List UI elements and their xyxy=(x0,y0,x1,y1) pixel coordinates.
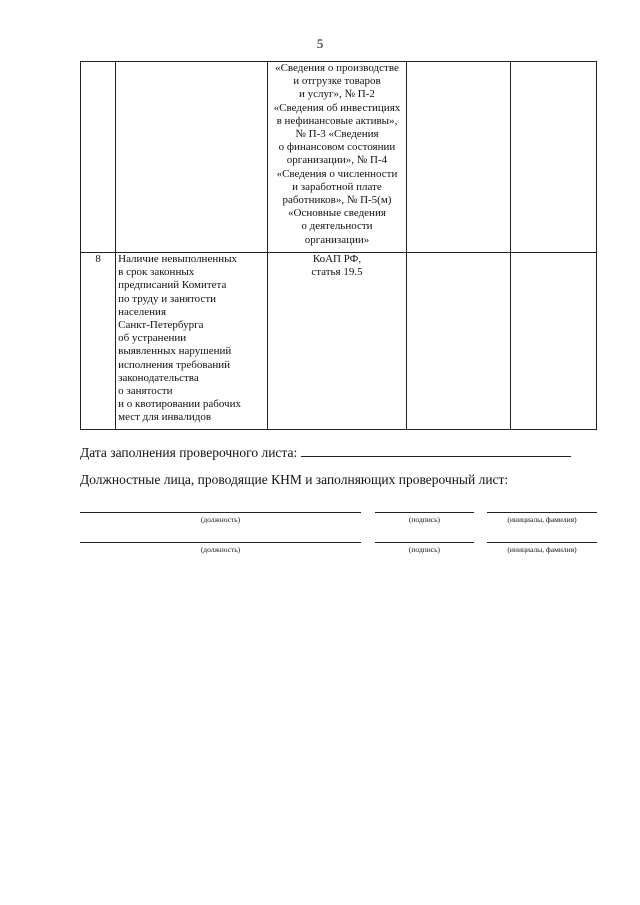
position-field[interactable] xyxy=(80,512,361,513)
table-row xyxy=(81,62,597,253)
requirement-line: в срок законных xyxy=(118,266,195,279)
legal-basis-cell xyxy=(267,253,407,430)
fill-date-field[interactable] xyxy=(301,445,571,457)
fill-date-row xyxy=(80,445,571,461)
position-caption: (должность) xyxy=(200,545,241,554)
requirement-cell xyxy=(116,62,268,253)
fill-date-label: Дата заполнения проверочного листа: xyxy=(80,445,298,460)
requirement-line: мест для инвалидов xyxy=(118,411,212,424)
legal-basis-line: и услуг», № П-2 xyxy=(299,88,375,101)
legal-basis-line: статья 19.5 xyxy=(311,266,363,279)
legal-basis-cell xyxy=(267,62,407,253)
name-field[interactable] xyxy=(487,542,597,543)
legal-basis-line: организации», № П-4 xyxy=(286,154,388,167)
requirement-line: об устранении xyxy=(118,332,187,345)
answer-cell[interactable] xyxy=(407,253,510,430)
page-number: 5 xyxy=(316,36,324,51)
requirement-line: о занятости xyxy=(118,385,173,398)
name-caption: (инициалы, фамилия) xyxy=(507,545,577,554)
requirement-line: и о квотировании рабочих xyxy=(118,398,241,411)
requirement-line: предписаний Комитета xyxy=(118,279,227,292)
row-number-cell xyxy=(81,62,116,253)
position-caption: (должность) xyxy=(200,515,241,524)
requirement-line: Наличие невыполненных xyxy=(118,253,237,265)
signature-field[interactable] xyxy=(375,542,474,543)
legal-basis-line: «Основные сведения xyxy=(288,207,386,220)
note-cell[interactable] xyxy=(510,253,596,430)
requirement-line: по труду и занятости xyxy=(118,292,217,305)
requirement-line: Санкт-Петербурга xyxy=(118,319,204,332)
name-field[interactable] xyxy=(487,512,597,513)
officials-label: Должностные лица, проводящие КНМ и заполняющих проверочный лист: xyxy=(80,472,509,487)
legal-basis-line: № П-3 «Сведения xyxy=(295,128,379,141)
requirement-line: законодательства xyxy=(118,371,199,384)
position-field[interactable] xyxy=(80,542,361,543)
legal-basis-line: КоАП РФ, xyxy=(312,253,362,265)
table-row xyxy=(81,253,597,430)
signature-caption: (подпись) xyxy=(408,515,441,524)
requirement-line: населения xyxy=(118,305,166,318)
checklist-table xyxy=(80,61,597,430)
legal-basis-line: «Сведения о численности xyxy=(276,167,398,180)
requirement-line: исполнения требований xyxy=(118,358,230,371)
signature-field[interactable] xyxy=(375,512,474,513)
signature-caption: (подпись) xyxy=(408,545,441,554)
legal-basis-line: «Сведения о производстве xyxy=(275,62,399,74)
legal-basis-line: работников», № П-5(м) xyxy=(282,194,392,207)
requirement-line: выявленных нарушений xyxy=(118,345,232,358)
legal-basis-line: в нефинансовые активы», xyxy=(276,114,398,127)
legal-basis-line: «Сведения об инвестициях xyxy=(273,101,401,114)
row-number-cell: 8 xyxy=(81,253,116,430)
legal-basis-line: и заработной плате xyxy=(292,180,382,193)
note-cell[interactable] xyxy=(510,62,596,253)
legal-basis-line: о финансовом состоянии xyxy=(278,141,396,154)
requirement-cell xyxy=(116,253,268,430)
name-caption: (инициалы, фамилия) xyxy=(507,515,577,524)
answer-cell[interactable] xyxy=(407,62,510,253)
legal-basis-line: и отгрузке товаров xyxy=(293,75,381,88)
legal-basis-line: о деятельности xyxy=(301,220,373,233)
legal-basis-line: организации» xyxy=(304,233,370,246)
